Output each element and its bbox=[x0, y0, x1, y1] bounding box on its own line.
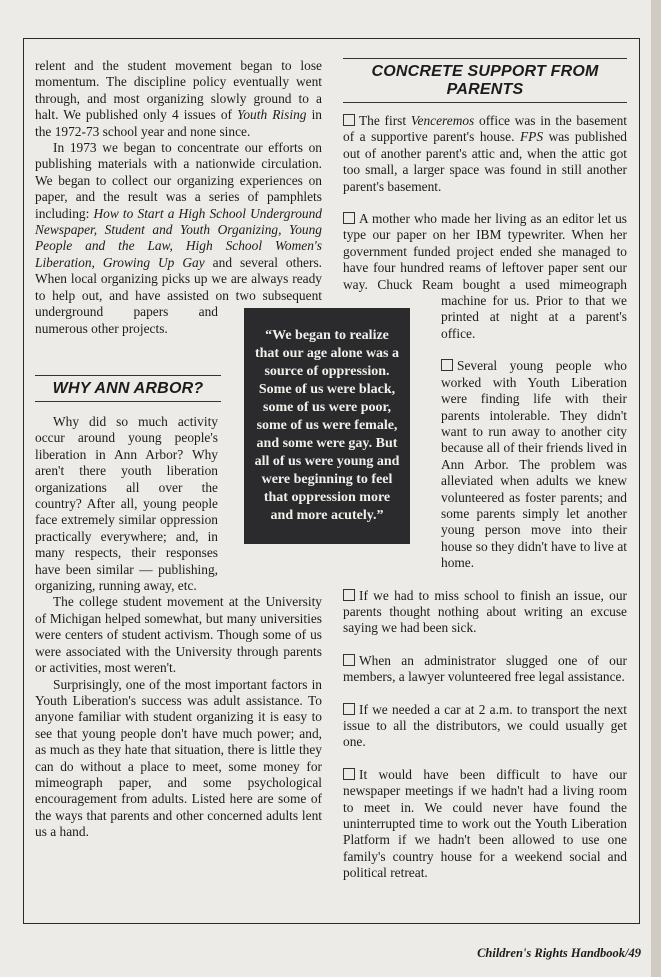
support-item bbox=[343, 767, 627, 882]
heading-concrete-support: CONCRETE SUPPORT FROM PARENTS bbox=[343, 58, 627, 103]
paragraph-why-ann-arbor: Why did so much activity occur around young people's liberation in Ann Arbor? Why aren't there youth liberation organizations all over the country? After all, young people face extremely similar oppression practically everywhere; and, in many respects, their responses have been similar — publishing, organizing, running away, etc. bbox=[35, 414, 218, 594]
paragraph-adult-assistance: Surprisingly, one of the most important factors in Youth Liberation's success was adult assistance. To anyone familiar with student organizing it is easy to see that young people don't have much power; and, as much as they hate that situation, there is little they can do without a place to meet, some money for mimeograph paper, and some psychological encouragement from adults. Listed here are some of the ways that parents and other concerned adults lent us a hand. bbox=[35, 676, 322, 840]
support-item-text: If we needed a car at 2 a.m. to transport the next issue to all the distributors, we could usually get one. bbox=[343, 701, 627, 750]
paragraph-youth-rising: relent and the student movement began to lose momentum. The discipline policy eventually went through, and most organizing slowly ground to a halt. We published only 4 issues of Youth Rising in the 1972-73 school year and none since. bbox=[35, 58, 323, 139]
support-item-text: A mother who made her living as an editor let us type our paper on her IBM typewriter. When her government funded project ended she managed to have four hundred reams of leftover paper sent our way. Chuck Ream bought a used mimeograph machine for us. Prior to that we printed at night at a parent's office. bbox=[343, 211, 627, 341]
support-item-text: It would have been difficult to have our newspaper meetings if we hadn't had a living room to meet in. We could never have found the uninterrupted time to work out the Youth Liberation Platform if we hadn't been allowed to use one family's country house for a weekend social and political retreat. bbox=[343, 766, 627, 881]
pull-quote-text: “We began to realize that our age alone was a source of oppression. Some of us were black, some of us were poor, some of us were female, and some were gay. But all of us were young and were beginning to feel that oppression more and more acutely.” bbox=[254, 328, 400, 523]
left-heading-wrap bbox=[35, 361, 221, 414]
support-item bbox=[343, 113, 627, 195]
checkbox-icon bbox=[441, 359, 453, 371]
support-item-text: When an administrator slugged one of our members, a lawyer volunteered free legal assistance. bbox=[343, 652, 627, 685]
paragraph-pamphlets: In 1973 we began to concentrate our efforts on publishing materials with a nationwide circulation. We began to collect our organizing experiences on paper, and the result was a series of pamphlets including: How to Start a High School Underground Newspaper, Student and Youth Organizing, Young People and the Law, High School Women's Liberation, Growing Up Gay and several others. When local organizing picks up we are always ready to help out, and have assisted on two subsequent underground papers and numerous other projects. bbox=[35, 140, 323, 336]
support-list bbox=[343, 113, 627, 882]
checkbox-icon bbox=[343, 654, 355, 666]
support-item-text: Several young people who worked with Youth Liberation were finding life with their parents intolerable. They didn't want to run away to another city because all of their friends lived in Ann Arbor. The problem was alleviated when adults we knew volunteered as foster parents; and some parents simply let another young person move into their house so they didn't have to live at home. bbox=[441, 358, 627, 571]
support-item-text: Venceremos bbox=[410, 113, 475, 128]
checkbox-icon bbox=[343, 703, 355, 715]
checkbox-icon bbox=[343, 589, 355, 601]
paragraph-university: The college student movement at the University of Michigan helped somewhat, but many universities were centers of student activism. Though some of us were associated with the University through parents or activities, most weren't. bbox=[35, 594, 322, 676]
support-item bbox=[343, 588, 627, 637]
checkbox-icon bbox=[343, 114, 355, 126]
support-item bbox=[343, 653, 627, 686]
support-item-text: was published out of another parent's attic and, when the attic got too small, a larger space was found in still another parent's basement. bbox=[343, 129, 627, 194]
support-item bbox=[343, 702, 627, 751]
support-item-text: The first bbox=[359, 113, 411, 128]
support-item-text: If we had to miss school to finish an issue, our parents thought nothing about writing an excuse saying we had been sick. bbox=[343, 587, 627, 636]
page-edge bbox=[651, 0, 661, 977]
heading-why-ann-arbor: WHY ANN ARBOR? bbox=[35, 375, 221, 402]
checkbox-icon bbox=[343, 212, 355, 224]
checkbox-icon bbox=[343, 768, 355, 780]
right-column bbox=[343, 58, 627, 898]
wrap-spacer bbox=[343, 308, 441, 566]
page-footer: Children's Rights Handbook/49 bbox=[477, 946, 641, 960]
support-item-text: FPS bbox=[519, 129, 544, 145]
support-item-text: office was in the basement of a supportive parent's house. bbox=[343, 113, 627, 145]
